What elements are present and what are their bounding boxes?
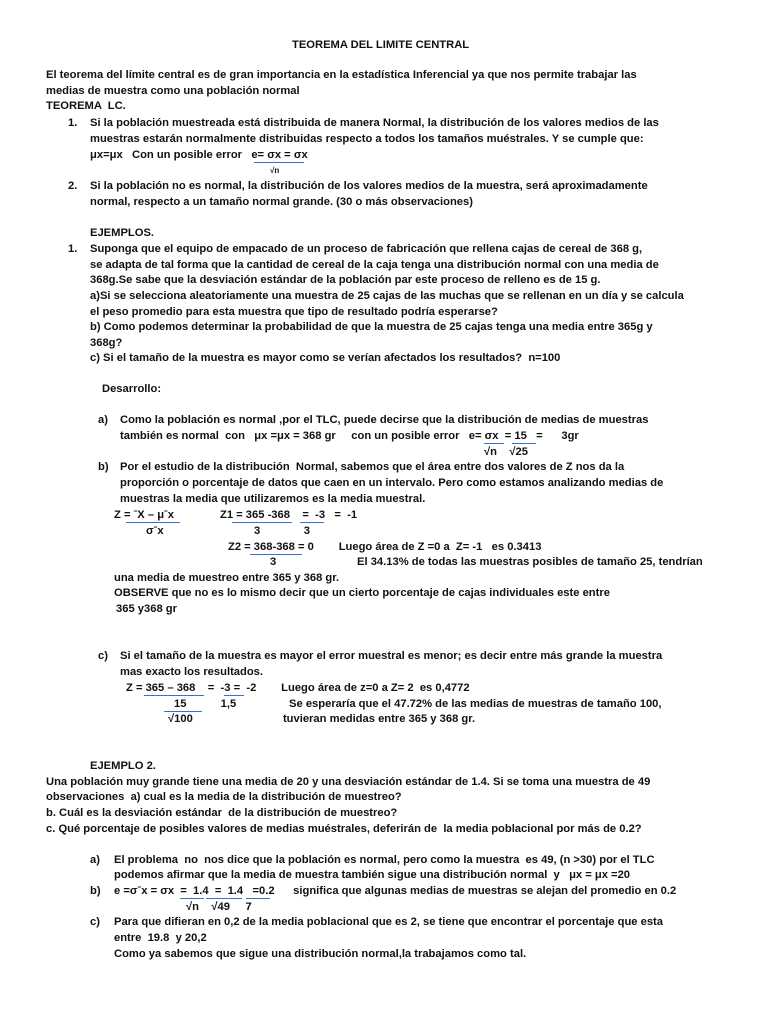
theorem-item-2-number: 2. <box>68 180 78 192</box>
example-2-line: observaciones a) cual es la media de la distribución de muestreo? <box>46 791 402 803</box>
fraction-bar <box>512 443 536 444</box>
fraction-bar <box>254 162 304 163</box>
theorem-item-2-line-1: Si la población no es normal, la distribución de los valores medios de la muestra, será aproximadamente <box>90 180 648 192</box>
example-2-a-line-2: podemos afirmar que la media de muestra también sigue una distribución normal y μx = μx =20 <box>114 869 631 881</box>
solution-b-denominators: 3 3 <box>254 525 310 537</box>
solution-b-line-2: proporción o porcentaje de datos que caen en un intervalo. Pero como estamos analizando medias de <box>120 477 664 489</box>
example-1-line: b) Como podemos determinar la probabilidad de que la muestra de 25 cajas tenga una media entre 365g y <box>90 321 653 333</box>
fraction-bar <box>206 898 242 899</box>
example-2-a-line-1: El problema no nos dice que la población es normal, pero como la muestra es 49, (n >30) por el TLC <box>114 854 655 866</box>
fraction-bar <box>224 695 244 696</box>
page-title: TEOREMA DEL LIMITE CENTRAL <box>292 39 470 51</box>
example-2-label: EJEMPLO 2. <box>90 760 156 772</box>
solution-b-z2-formula: Z2 = 368-368 = 0 Luego área de Z =0 a Z= -1 es 0.3413 <box>228 541 542 553</box>
solution-b-conclusion-1: una media de muestreo entre 365 y 368 gr. <box>114 572 340 584</box>
example-2-c-line-3: Como ya sabemos que sigue una distribución normal,la trabajamos como tal. <box>114 948 527 960</box>
fraction-bar <box>126 522 180 523</box>
fraction-bar <box>144 695 204 696</box>
example-1-line: Suponga que el equipo de empacado de un proceso de fabricación que rellena cajas de cereal de 368 g, <box>90 243 643 255</box>
solution-a-line-2: también es normal con μx =μx = 368 gr con un posible error e= σx = 15 = 3gr <box>120 430 579 442</box>
solution-c-letter: c) <box>98 650 108 662</box>
theorem-item-1-denominator: √n <box>270 166 280 175</box>
solution-c-line-2: mas exacto los resultados. <box>120 666 264 678</box>
theorem-item-1-number: 1. <box>68 117 78 129</box>
example-1-line: 368g? <box>90 337 123 349</box>
theorem-item-2-line-2: normal, respecto a un tamaño normal grande. (30 o más observaciones) <box>90 196 473 208</box>
desarrollo-label: Desarrollo: <box>102 383 162 395</box>
fraction-bar <box>180 898 204 899</box>
solution-b-conclusion-3: 365 y368 gr <box>116 603 177 615</box>
solution-b-line-3: muestras la media que utilizaremos es la media muestral. <box>120 493 426 505</box>
example-1-line: 368g.Se sabe que la desviación estándar de la población par este proceso de relleno es de 15 g. <box>90 274 601 286</box>
solution-c-formula-2: 15 1,5 Se esperaría que el 47.72% de las medias de muestras de tamaño 100, <box>174 698 662 710</box>
solution-b-z1-formula: Z1 = 365 -368 = -3 = -1 <box>220 509 358 521</box>
example-2-b-line-1: e =σˉx = σx = 1.4 = 1.4 =0.2 significa que algunas medias de muestras se alejan del promedio en 0.2 <box>114 885 677 897</box>
example-1-number: 1. <box>68 243 78 255</box>
example-2-c-line-2: entre 19.8 y 20,2 <box>114 932 207 944</box>
example-2-line: c. Qué porcentaje de posibles valores de medias muéstrales, deferirán de la media poblacional por más de 0.2? <box>46 823 642 835</box>
example-2-b-denominators: √n √49 7 <box>186 901 252 913</box>
solution-c-formula-1: Z = 365 – 368 = -3 = -2 Luego área de z=0 a Z= 2 es 0,4772 <box>126 682 470 694</box>
example-1-line: el peso promedio para esta muestra que tipo de resultado podría esperarse? <box>90 306 498 318</box>
examples-label: EJEMPLOS. <box>90 227 155 239</box>
fraction-bar <box>232 522 292 523</box>
theorem-item-1-line-1: Si la población muestreada está distribuida de manera Normal, la distribución de los valores medios de las <box>90 117 659 129</box>
solution-b-line-1: Por el estudio de la distribución Normal, sabemos que el área entre dos valores de Z nos da la <box>120 461 625 473</box>
solution-a-denominators: √n √25 <box>484 446 528 458</box>
example-1-line: c) Si el tamaño de la muestra es mayor como se verían afectados los resultados? n=100 <box>90 352 561 364</box>
solution-b-z-formula: Z = ˉX – μˉx <box>114 509 175 521</box>
example-2-b-letter: b) <box>90 885 101 897</box>
solution-a-line-1: Como la población es normal ,por el TLC, puede decirse que la distribución de medias de muestras <box>120 414 649 426</box>
fraction-bar <box>300 522 324 523</box>
fraction-bar <box>484 443 504 444</box>
example-2-c-letter: c) <box>90 916 100 928</box>
theorem-label: TEOREMA LC. <box>46 100 126 112</box>
example-2-a-letter: a) <box>90 854 100 866</box>
solution-b-sigma: σˉx <box>146 525 164 537</box>
theorem-item-1-line-2: muestras estarán normalmente distribuidas respecto a todos los tamaños muéstrales. Y se cumple que: <box>90 133 644 145</box>
solution-a-letter: a) <box>98 414 108 426</box>
theorem-item-1-formula: μx=μx Con un posible error e= σx = σx <box>90 149 308 161</box>
solution-c-line-1: Si el tamaño de la muestra es mayor el error muestral es menor; es decir entre más grande la muestra <box>120 650 663 662</box>
intro-line-1: El teorema del límite central es de gran importancia en la estadística Inferencial ya que nos permite trabajar las <box>46 69 637 81</box>
solution-b-letter: b) <box>98 461 109 473</box>
example-1-line: se adapta de tal forma que la cantidad de cereal de la caja tenga una distribución normal con una media de <box>90 259 659 271</box>
example-1-line: a)Si se selecciona aleatoriamente una muestra de 25 cajas de las muchas que se rellenan en un día y se calcula <box>90 290 684 302</box>
solution-b-conclusion-2: OBSERVE que no es lo mismo decir que un cierto porcentaje de cajas individuales este entre <box>114 587 610 599</box>
example-2-c-line-1: Para que difieran en 0,2 de la media poblacional que es 2, se tiene que encontrar el porcentaje que esta <box>114 916 663 928</box>
solution-c-formula-3: √100 tuvieran medidas entre 365 y 368 gr. <box>168 713 476 725</box>
example-2-line: Una población muy grande tiene una media de 20 y una desviación estándar de 1.4. Si se toma una muestra de 49 <box>46 776 651 788</box>
fraction-bar <box>246 898 270 899</box>
example-2-line: b. Cuál es la desviación estándar de la distribución de muestreo? <box>46 807 398 819</box>
intro-line-2: medias de muestra como una población normal <box>46 85 300 97</box>
solution-b-z2-result: 3 El 34.13% de todas las muestras posibles de tamaño 25, tendrían <box>270 556 703 568</box>
